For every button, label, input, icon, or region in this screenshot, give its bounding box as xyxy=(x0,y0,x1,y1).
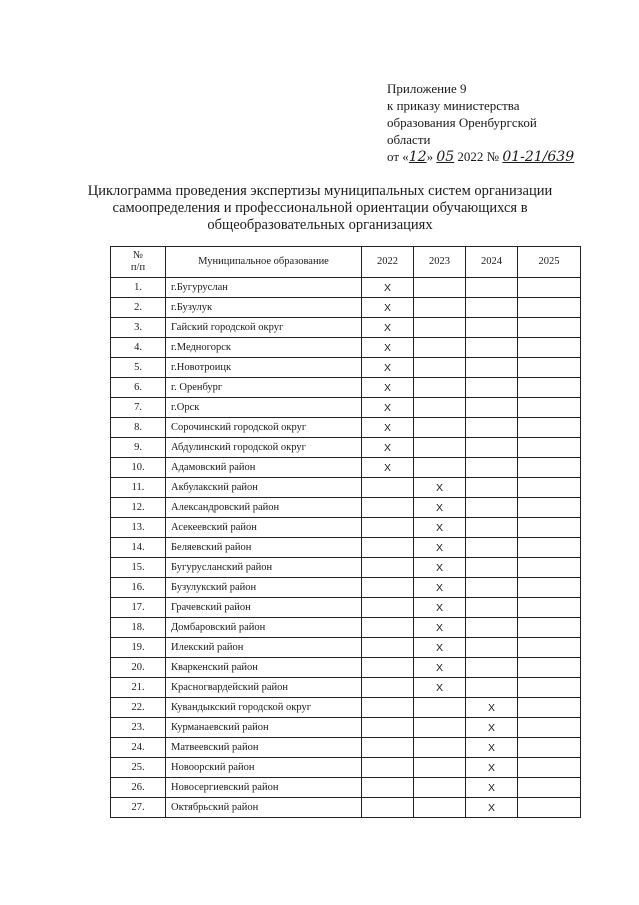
appendix-line-2: к приказу министерства xyxy=(387,98,520,113)
municipality-cell: г.Бугуруслан xyxy=(166,278,362,298)
mark-2022-cell xyxy=(362,478,414,498)
mark-2024-cell xyxy=(466,678,518,698)
mark-2023-cell: X xyxy=(414,658,466,678)
mark-2025-cell xyxy=(518,438,581,458)
municipality-cell: Красногвардейский район xyxy=(166,678,362,698)
mark-2025-cell xyxy=(518,658,581,678)
mark-2022-cell: X xyxy=(362,438,414,458)
municipality-cell: Курманаевский район xyxy=(166,718,362,738)
table-row xyxy=(111,398,581,418)
row-number-cell: 7. xyxy=(111,398,166,418)
mark-2022-cell xyxy=(362,498,414,518)
municipality-cell: Новоорский район xyxy=(166,758,362,778)
document-title xyxy=(40,183,600,234)
municipality-cell: Сорочинский городской округ xyxy=(166,418,362,438)
mark-2022-cell xyxy=(362,618,414,638)
row-number-cell: 27. xyxy=(111,798,166,818)
mark-2025-cell xyxy=(518,518,581,538)
row-number-cell: 16. xyxy=(111,578,166,598)
table-row xyxy=(111,498,581,518)
municipality-cell: Акбулакский район xyxy=(166,478,362,498)
mark-2024-cell: X xyxy=(466,718,518,738)
municipality-cell: Матвеевский район xyxy=(166,738,362,758)
mark-2023-cell xyxy=(414,378,466,398)
row-number-cell: 14. xyxy=(111,538,166,558)
mark-2024-cell xyxy=(466,598,518,618)
municipality-cell: Гайский городской округ xyxy=(166,318,362,338)
row-number-cell: 2. xyxy=(111,298,166,318)
row-number-cell: 20. xyxy=(111,658,166,678)
appendix-line-4: области xyxy=(387,132,431,147)
mark-2025-cell xyxy=(518,458,581,478)
order-prefix: от « xyxy=(387,149,409,164)
mark-2022-cell: X xyxy=(362,418,414,438)
mark-2022-cell: X xyxy=(362,358,414,378)
mark-2022-cell: X xyxy=(362,338,414,358)
mark-2024-cell xyxy=(466,478,518,498)
mark-2023-cell: X xyxy=(414,618,466,638)
municipality-cell: Адамовский район xyxy=(166,458,362,478)
municipality-cell: г.Медногорск xyxy=(166,338,362,358)
row-number-cell: 21. xyxy=(111,678,166,698)
mark-2024-cell xyxy=(466,278,518,298)
table-row xyxy=(111,778,581,798)
mark-2022-cell: X xyxy=(362,278,414,298)
mark-2023-cell xyxy=(414,778,466,798)
table-row xyxy=(111,658,581,678)
mark-2022-cell: X xyxy=(362,298,414,318)
municipality-cell: Кувандыкский городской округ xyxy=(166,698,362,718)
mark-2024-cell xyxy=(466,318,518,338)
municipality-cell: Кваркенский район xyxy=(166,658,362,678)
mark-2024-cell xyxy=(466,358,518,378)
mark-2024-cell: X xyxy=(466,778,518,798)
row-number-cell: 23. xyxy=(111,718,166,738)
row-number-cell: 8. xyxy=(111,418,166,438)
mark-2025-cell xyxy=(518,738,581,758)
mark-2025-cell xyxy=(518,598,581,618)
mark-2025-cell xyxy=(518,558,581,578)
municipality-cell: Новосергиевский район xyxy=(166,778,362,798)
mark-2024-cell xyxy=(466,578,518,598)
mark-2023-cell: X xyxy=(414,578,466,598)
cyclogram-table xyxy=(110,246,581,818)
mark-2022-cell xyxy=(362,758,414,778)
mark-2025-cell xyxy=(518,698,581,718)
mark-2024-cell xyxy=(466,498,518,518)
mark-2025-cell xyxy=(518,538,581,558)
mark-2025-cell xyxy=(518,498,581,518)
mark-2023-cell: X xyxy=(414,498,466,518)
row-number-cell: 6. xyxy=(111,378,166,398)
mark-2023-cell xyxy=(414,438,466,458)
mark-2025-cell xyxy=(518,798,581,818)
mark-2024-cell xyxy=(466,338,518,358)
mark-2025-cell xyxy=(518,578,581,598)
mark-2022-cell xyxy=(362,678,414,698)
row-number-cell: 18. xyxy=(111,618,166,638)
table-row xyxy=(111,798,581,818)
mark-2023-cell xyxy=(414,338,466,358)
mark-2023-cell xyxy=(414,278,466,298)
mark-2023-cell xyxy=(414,418,466,438)
table-row xyxy=(111,718,581,738)
mark-2022-cell xyxy=(362,538,414,558)
mark-2024-cell xyxy=(466,618,518,638)
table-row xyxy=(111,558,581,578)
mark-2024-cell xyxy=(466,418,518,438)
row-number-cell: 26. xyxy=(111,778,166,798)
table-row xyxy=(111,458,581,478)
mark-2022-cell xyxy=(362,778,414,798)
table-row xyxy=(111,318,581,338)
municipality-cell: г.Новотроицк xyxy=(166,358,362,378)
appendix-block xyxy=(387,80,574,166)
header-num: № п/п xyxy=(111,247,166,278)
mark-2025-cell xyxy=(518,618,581,638)
mark-2025-cell xyxy=(518,678,581,698)
row-number-cell: 25. xyxy=(111,758,166,778)
municipality-cell: Бугурусланский район xyxy=(166,558,362,578)
mark-2025-cell xyxy=(518,338,581,358)
mark-2024-cell xyxy=(466,538,518,558)
table-row xyxy=(111,598,581,618)
municipality-cell: Илекский район xyxy=(166,638,362,658)
mark-2023-cell xyxy=(414,318,466,338)
mark-2025-cell xyxy=(518,398,581,418)
mark-2024-cell xyxy=(466,458,518,478)
row-number-cell: 24. xyxy=(111,738,166,758)
mark-2022-cell xyxy=(362,658,414,678)
mark-2023-cell: X xyxy=(414,598,466,618)
mark-2022-cell xyxy=(362,518,414,538)
mark-2025-cell xyxy=(518,278,581,298)
mark-2023-cell xyxy=(414,398,466,418)
mark-2024-cell: X xyxy=(466,698,518,718)
mark-2022-cell: X xyxy=(362,458,414,478)
appendix-line-1: Приложение 9 xyxy=(387,81,467,96)
table-row xyxy=(111,298,581,318)
mark-2024-cell xyxy=(466,378,518,398)
mark-2025-cell xyxy=(518,638,581,658)
municipality-cell: г.Бузулук xyxy=(166,298,362,318)
table-header-row xyxy=(111,247,581,278)
municipality-cell: Домбаровский район xyxy=(166,618,362,638)
table-row xyxy=(111,378,581,398)
mark-2024-cell xyxy=(466,658,518,678)
table-row xyxy=(111,578,581,598)
row-number-cell: 4. xyxy=(111,338,166,358)
mark-2023-cell xyxy=(414,718,466,738)
mark-2023-cell: X xyxy=(414,638,466,658)
title-line-1: Циклограмма проведения экспертизы муниципальных систем организации xyxy=(87,183,553,199)
row-number-cell: 13. xyxy=(111,518,166,538)
row-number-cell: 19. xyxy=(111,638,166,658)
row-number-cell: 17. xyxy=(111,598,166,618)
table-row xyxy=(111,638,581,658)
header-2025: 2025 xyxy=(518,247,581,278)
table-row xyxy=(111,738,581,758)
mark-2024-cell xyxy=(466,558,518,578)
mark-2022-cell: X xyxy=(362,318,414,338)
order-number: 01-21/639 xyxy=(502,149,575,165)
mark-2022-cell xyxy=(362,738,414,758)
municipality-cell: Грачевский район xyxy=(166,598,362,618)
municipality-cell: Абдулинский городской округ xyxy=(166,438,362,458)
mark-2025-cell xyxy=(518,298,581,318)
row-number-cell: 15. xyxy=(111,558,166,578)
mark-2024-cell: X xyxy=(466,758,518,778)
row-number-cell: 10. xyxy=(111,458,166,478)
appendix-line-3: образования Оренбургской xyxy=(387,115,537,130)
table-row xyxy=(111,678,581,698)
mark-2025-cell xyxy=(518,478,581,498)
municipality-cell: Бузулукский район xyxy=(166,578,362,598)
mark-2023-cell xyxy=(414,298,466,318)
mark-2023-cell: X xyxy=(414,478,466,498)
table-row xyxy=(111,538,581,558)
mark-2023-cell xyxy=(414,798,466,818)
table-row xyxy=(111,278,581,298)
mark-2023-cell: X xyxy=(414,518,466,538)
municipality-cell: г. Оренбург xyxy=(166,378,362,398)
mark-2022-cell: X xyxy=(362,378,414,398)
mark-2023-cell: X xyxy=(414,678,466,698)
order-date-line xyxy=(387,148,574,166)
mark-2022-cell: X xyxy=(362,398,414,418)
mark-2025-cell xyxy=(518,378,581,398)
mark-2025-cell xyxy=(518,718,581,738)
table-row xyxy=(111,698,581,718)
mark-2025-cell xyxy=(518,418,581,438)
mark-2022-cell xyxy=(362,558,414,578)
header-2023: 2023 xyxy=(414,247,466,278)
mark-2025-cell xyxy=(518,778,581,798)
header-2024: 2024 xyxy=(466,247,518,278)
row-number-cell: 12. xyxy=(111,498,166,518)
table-row xyxy=(111,358,581,378)
row-number-cell: 22. xyxy=(111,698,166,718)
municipality-cell: Беляевский район xyxy=(166,538,362,558)
mark-2023-cell: X xyxy=(414,538,466,558)
row-number-cell: 5. xyxy=(111,358,166,378)
row-number-cell: 1. xyxy=(111,278,166,298)
title-line-3: общеобразовательных организациях xyxy=(207,217,433,233)
table-row xyxy=(111,418,581,438)
table-row xyxy=(111,478,581,498)
table-row xyxy=(111,758,581,778)
table-row xyxy=(111,618,581,638)
mark-2023-cell xyxy=(414,698,466,718)
order-month: 05 xyxy=(436,149,455,165)
mark-2024-cell xyxy=(466,398,518,418)
order-mid-2: 2022 № xyxy=(454,149,503,164)
order-mid-1: » xyxy=(426,149,437,164)
mark-2024-cell xyxy=(466,638,518,658)
mark-2023-cell xyxy=(414,358,466,378)
mark-2024-cell xyxy=(466,298,518,318)
header-municipality: Муниципальное образование xyxy=(166,247,362,278)
mark-2023-cell xyxy=(414,758,466,778)
mark-2025-cell xyxy=(518,358,581,378)
mark-2024-cell: X xyxy=(466,738,518,758)
table-row xyxy=(111,438,581,458)
mark-2024-cell: X xyxy=(466,798,518,818)
mark-2022-cell xyxy=(362,718,414,738)
mark-2023-cell xyxy=(414,458,466,478)
title-line-2: самоопределения и профессиональной ориентации обучающихся в xyxy=(112,200,528,216)
table-row xyxy=(111,518,581,538)
mark-2022-cell xyxy=(362,578,414,598)
row-number-cell: 11. xyxy=(111,478,166,498)
mark-2024-cell xyxy=(466,438,518,458)
order-day: 12 xyxy=(408,149,427,165)
mark-2022-cell xyxy=(362,798,414,818)
municipality-cell: Октябрьский район xyxy=(166,798,362,818)
mark-2022-cell xyxy=(362,638,414,658)
header-2022: 2022 xyxy=(362,247,414,278)
mark-2023-cell xyxy=(414,738,466,758)
row-number-cell: 9. xyxy=(111,438,166,458)
table-row xyxy=(111,338,581,358)
municipality-cell: г.Орск xyxy=(166,398,362,418)
mark-2025-cell xyxy=(518,758,581,778)
municipality-cell: Асекеевский район xyxy=(166,518,362,538)
mark-2024-cell xyxy=(466,518,518,538)
mark-2025-cell xyxy=(518,318,581,338)
mark-2023-cell: X xyxy=(414,558,466,578)
table-body xyxy=(111,278,581,818)
row-number-cell: 3. xyxy=(111,318,166,338)
mark-2022-cell xyxy=(362,598,414,618)
mark-2022-cell xyxy=(362,698,414,718)
municipality-cell: Александровский район xyxy=(166,498,362,518)
